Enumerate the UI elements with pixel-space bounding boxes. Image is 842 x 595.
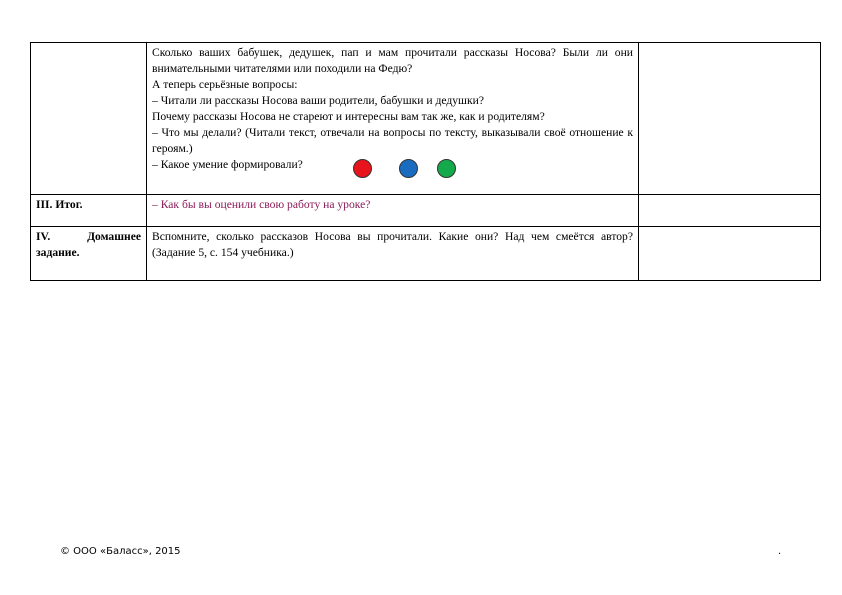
stage-cell: [31, 227, 147, 281]
stage-word: Домашнее: [87, 230, 141, 243]
footer-mark: .: [778, 546, 782, 557]
content-cell: [147, 227, 639, 281]
table-row: [31, 227, 821, 281]
copyright-footer: © ООО «Баласс», 2015: [60, 546, 181, 557]
lesson-table: [30, 42, 821, 281]
stage-number: IV.: [36, 230, 51, 243]
blue-circle: [399, 159, 418, 178]
stage-word: задание.: [36, 246, 80, 259]
content-cell: [147, 195, 639, 227]
stage-cell: III. Итог.: [31, 195, 147, 227]
notes-cell: [639, 195, 821, 227]
content-line: Сколько ваших бабушек, дедушек, пап и мам прочитали рассказы Носова? Были ли они внимательными читателями или походили на Федю?: [152, 46, 633, 75]
stage-title: [36, 229, 141, 245]
content-cell: [147, 43, 639, 195]
content-line: – Что мы делали? (Читали текст, отвечали на вопросы по тексту, выказывали своё отношение к героям.): [152, 126, 633, 155]
green-circle: [437, 159, 456, 178]
table-row: [31, 43, 821, 195]
table-row: [31, 195, 821, 227]
stage-cell: [31, 43, 147, 195]
question-row: [152, 157, 633, 173]
notes-cell: [639, 227, 821, 281]
notes-cell: [639, 43, 821, 195]
homework-text: Вспомните, сколько рассказов Носова вы прочитали. Какие они? Над чем смеётся автор? (Задание 5, с. 154 учебника.): [152, 230, 633, 259]
content-line: А теперь серьёзные вопросы:: [152, 78, 298, 91]
content-line: Почему рассказы Носова не стареют и интересны вам так же, как и родителям?: [152, 110, 545, 123]
content-line: – Какое умение формировали?: [152, 158, 303, 171]
summary-question: – Как бы вы оценили свою работу на уроке?: [152, 198, 371, 211]
content-line: – Читали ли рассказы Носова ваши родители, бабушки и дедушки?: [152, 94, 484, 107]
red-circle: [353, 159, 372, 178]
